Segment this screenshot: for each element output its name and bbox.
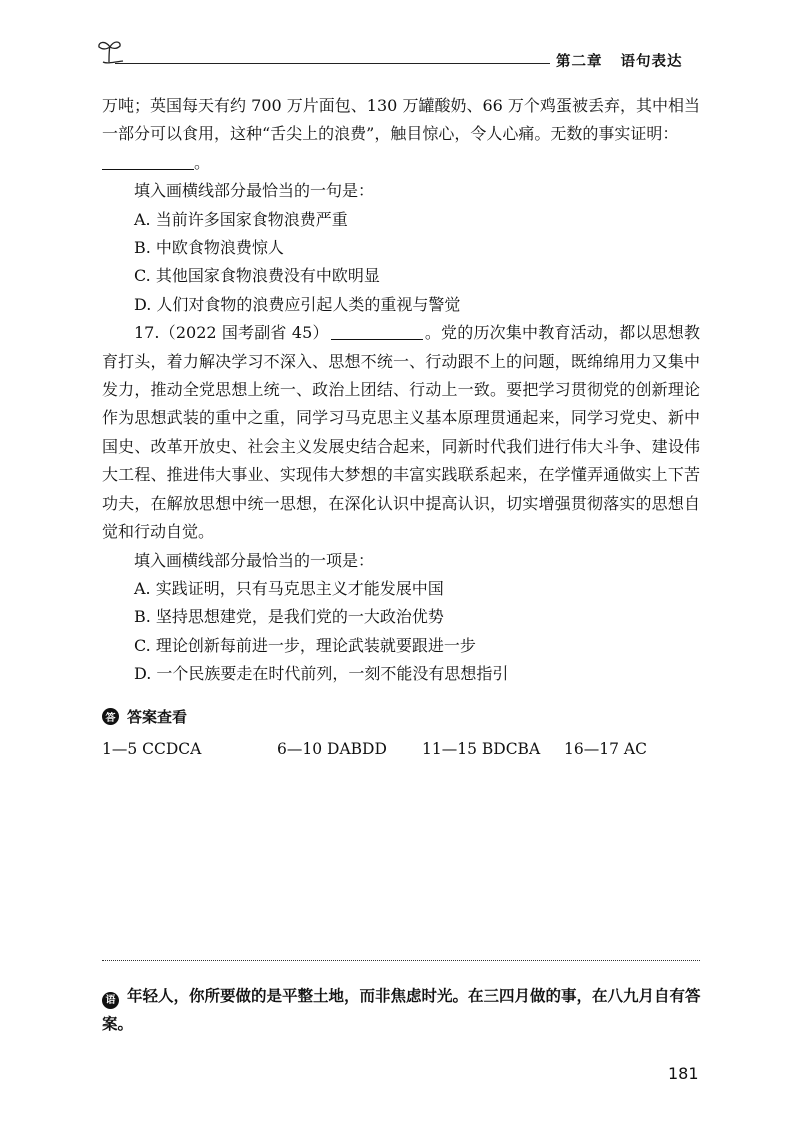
continued-paragraph: 万吨；英国每天有约 700 万片面包、130 万罐酸奶、66 万个鸡蛋被丢弃，其中相当一部分可以食用，这种“舌尖上的浪费”，触目惊心，令人心痛。无数的事实证明： [102,96,700,144]
dotted-divider [102,960,700,961]
motto-quote [102,982,702,1038]
q16-option-d: D. 人们对食物的浪费应引起人类的重视与警觉 [134,294,461,314]
q17-prompt: 填入画横线部分最恰当的一项是： [134,550,375,570]
section-label: 语句表达 [620,54,683,70]
answer-group-3: 11—15 BDCBA [422,740,541,758]
page-number: 181 [668,1064,699,1083]
answer-group-2: 6—10 DABDD [277,740,387,758]
page-body [102,92,700,689]
answer-key [102,740,647,758]
q16-option-a: A. 当前许多国家食物浪费严重 [134,209,348,229]
chapter-label: 第二章 [556,54,603,70]
q17-body: 。党的历次集中教育活动，都以思想教育打头，着力解决学习不深入、思想不统一、行动跟不上的问题，既绵绵用力又集中发力，推动全党思想上统一、政治上团结、行动上一致。要把学习贯彻党的创新理论作为思想武装的重中之重，同学习马克思主义基本原理贯通起来，同学习党史、新中国史、改革开放史、社会主义发展史结合起来，同新时代我们进行伟大斗争、建设伟大工程、推进伟大事业、实现伟大梦想的丰富实践联系起来，在学懂弄通做实上下苦功夫，在解放思想中统一思想，在深化认识中提高认识，切实增强贯彻落实的思想自觉和行动自觉。 [102,323,700,542]
answer-title: 答案查看 [127,708,188,726]
answer-group-1: 1—5 CCDCA [102,740,202,758]
quote-text: 年轻人，你所要做的是平整土地，而非焦虑时光。在三四月做的事，在八九月自有答案。 [102,987,701,1033]
answer-group-4: 16—17 AC [564,740,647,758]
answer-badge-icon: 答 [102,708,119,725]
answer-blank-line [102,149,700,177]
q17-option-c: C. 理论创新每前进一步，理论武装就要跟进一步 [134,635,476,655]
q16-option-b: B. 中欧食物浪费惊人 [134,238,284,258]
sprout-icon [95,38,125,64]
q17-option-d: D. 一个民族要走在时代前列，一刻不能没有思想指引 [134,664,509,684]
quote-badge-icon: 语 [102,992,119,1009]
q16-prompt: 填入画横线部分最恰当的一句是： [134,181,375,201]
answer-section-title [102,706,187,727]
q17-blank [331,321,423,340]
blank-end-mark: 。 [194,152,211,172]
q17-paragraph [102,319,700,546]
running-header [95,40,700,70]
q17-head: 17.（2022 国考副省 45） [134,323,329,343]
q16-option-c: C. 其他国家食物浪费没有中欧明显 [134,266,380,286]
q17-option-b: B. 坚持思想建党，是我们党的一大政治优势 [134,607,444,627]
header-title [550,50,689,71]
q17-option-a: A. 实践证明，只有马克思主义才能发展中国 [134,578,444,598]
fill-blank [102,151,194,170]
